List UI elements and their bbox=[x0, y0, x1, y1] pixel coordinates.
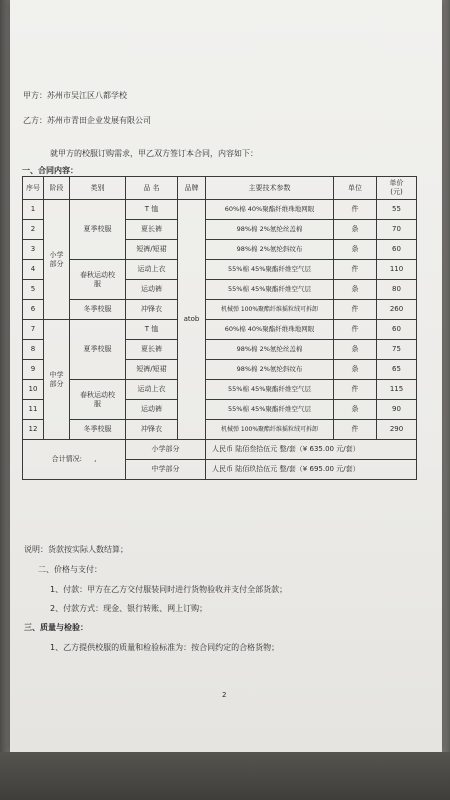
unit-cell: 件 bbox=[334, 260, 377, 280]
spec-cell: 55%棉 45%聚酯纤维空气层 bbox=[206, 280, 334, 300]
category-cell: 春秋运动校 服 bbox=[70, 380, 126, 420]
summary-amount: 人民币 陆佰叁拾伍元 整/套（¥ 635.00 元/套） bbox=[206, 440, 417, 460]
row-number: 3 bbox=[23, 240, 44, 260]
desk-surface bbox=[0, 752, 450, 800]
price-cell: 55 bbox=[377, 200, 417, 220]
section3-title: 三、质量与检验： bbox=[24, 623, 88, 632]
price-cell: 90 bbox=[377, 400, 417, 420]
price-cell: 75 bbox=[377, 340, 417, 360]
unit-cell: 件 bbox=[334, 320, 377, 340]
item-name: 短裤/短裙 bbox=[126, 240, 178, 260]
spec-cell: 60%棉 40%聚酯纤维珠地网眼 bbox=[206, 200, 334, 220]
item-name: T 恤 bbox=[126, 200, 178, 220]
category-cell: 夏季校服 bbox=[70, 320, 126, 380]
spec-cell: 机械弹 100%聚酯纤维摇粒绒可拆卸 bbox=[206, 300, 334, 320]
price-cell: 65 bbox=[377, 360, 417, 380]
price-cell: 80 bbox=[377, 280, 417, 300]
summary-mark: , bbox=[94, 455, 97, 463]
table-header-row bbox=[23, 177, 417, 200]
category-cell: 冬季校服 bbox=[70, 420, 126, 440]
item-name: 运动上衣 bbox=[126, 260, 178, 280]
header-cell: 主要技术参数 bbox=[206, 177, 334, 200]
section1-title: 一、合同内容： bbox=[22, 166, 78, 175]
price-cell: 70 bbox=[377, 220, 417, 240]
row-number: 2 bbox=[23, 220, 44, 240]
row-number: 10 bbox=[23, 380, 44, 400]
spec-cell: 98%棉 2%氨纶斜纹布 bbox=[206, 240, 334, 260]
row-number: 5 bbox=[23, 280, 44, 300]
table-row bbox=[23, 320, 417, 340]
unit-cell: 条 bbox=[334, 280, 377, 300]
row-number: 4 bbox=[23, 260, 44, 280]
spec-cell: 55%棉 45%聚酯纤维空气层 bbox=[206, 260, 334, 280]
spec-cell: 60%棉 40%聚酯纤维珠地网眼 bbox=[206, 320, 334, 340]
item-name: T 恤 bbox=[126, 320, 178, 340]
header-cell: 品 名 bbox=[126, 177, 178, 200]
party-b-line: 乙方：苏州市青田企业发展有限公司 bbox=[23, 116, 151, 125]
table-row bbox=[23, 420, 417, 440]
summary-amount: 人民币 陆佰玖拾伍元 整/套（¥ 695.00 元/套） bbox=[206, 460, 417, 480]
quality-clause-1: 1、乙方提供校服的质量和检验标准为：按合同约定的合格货物； bbox=[50, 643, 280, 652]
price-cell: 260 bbox=[377, 300, 417, 320]
row-number: 7 bbox=[23, 320, 44, 340]
category-cell: 冬季校服 bbox=[70, 300, 126, 320]
header-cell: 单价 (元) bbox=[377, 177, 417, 200]
item-name: 冲锋衣 bbox=[126, 300, 178, 320]
settlement-note: 说明：货款按实际人数结算； bbox=[24, 545, 128, 554]
party-a-line: 甲方：苏州市吴江区八都学校 bbox=[23, 91, 127, 100]
unit-cell: 件 bbox=[334, 420, 377, 440]
table-row bbox=[23, 300, 417, 320]
item-name: 运动裤 bbox=[126, 400, 178, 420]
spec-cell: 98%棉 2%氨纶丝盖棉 bbox=[206, 220, 334, 240]
price-cell: 290 bbox=[377, 420, 417, 440]
summary-part: 小学部分 bbox=[126, 440, 206, 460]
stage-cell: 中学 部分 bbox=[44, 320, 70, 440]
table-row bbox=[23, 260, 417, 280]
unit-cell: 件 bbox=[334, 380, 377, 400]
category-cell: 春秋运动校 服 bbox=[70, 260, 126, 300]
section2-title: 二、价格与支付： bbox=[38, 565, 102, 574]
spec-cell: 55%棉 45%聚酯纤维空气层 bbox=[206, 380, 334, 400]
summary-row bbox=[23, 440, 417, 460]
row-number: 8 bbox=[23, 340, 44, 360]
summary-part: 中学部分 bbox=[126, 460, 206, 480]
summary-label-cell bbox=[23, 440, 126, 480]
brand-cell: atob bbox=[178, 200, 206, 440]
row-number: 12 bbox=[23, 420, 44, 440]
spec-cell: 98%棉 2%氨纶斜纹布 bbox=[206, 360, 334, 380]
table-row bbox=[23, 200, 417, 220]
row-number: 1 bbox=[23, 200, 44, 220]
price-cell: 110 bbox=[377, 260, 417, 280]
uniform-price-table bbox=[22, 176, 417, 480]
item-name: 运动上衣 bbox=[126, 380, 178, 400]
header-cell: 序号 bbox=[23, 177, 44, 200]
header-cell: 单位 bbox=[334, 177, 377, 200]
item-name: 夏长裤 bbox=[126, 220, 178, 240]
header-cell: 阶段 bbox=[44, 177, 70, 200]
unit-cell: 条 bbox=[334, 220, 377, 240]
unit-cell: 条 bbox=[334, 400, 377, 420]
header-cell: 品牌 bbox=[178, 177, 206, 200]
payment-clause-1: 1、付款：甲方在乙方交付服装同时进行货物验收并支付全部货款； bbox=[50, 585, 288, 594]
price-cell: 60 bbox=[377, 320, 417, 340]
item-name: 冲锋衣 bbox=[126, 420, 178, 440]
item-name: 短裤/短裙 bbox=[126, 360, 178, 380]
table-row bbox=[23, 380, 417, 400]
intro-text: 就甲方的校服订购需求，甲乙双方签订本合同，内容如下： bbox=[50, 149, 258, 158]
row-number: 11 bbox=[23, 400, 44, 420]
spec-cell: 98%棉 2%氨纶丝盖棉 bbox=[206, 340, 334, 360]
header-cell: 类别 bbox=[70, 177, 126, 200]
item-name: 运动裤 bbox=[126, 280, 178, 300]
unit-cell: 条 bbox=[334, 240, 377, 260]
unit-cell: 条 bbox=[334, 360, 377, 380]
unit-cell: 件 bbox=[334, 200, 377, 220]
row-number: 6 bbox=[23, 300, 44, 320]
price-cell: 115 bbox=[377, 380, 417, 400]
price-cell: 60 bbox=[377, 240, 417, 260]
unit-cell: 件 bbox=[334, 300, 377, 320]
spec-cell: 55%棉 45%聚酯纤维空气层 bbox=[206, 400, 334, 420]
spec-cell: 机械弹 100%聚酯纤维摇粒绒可拆卸 bbox=[206, 420, 334, 440]
item-name: 夏长裤 bbox=[126, 340, 178, 360]
row-number: 9 bbox=[23, 360, 44, 380]
stage-cell: 小学 部分 bbox=[44, 200, 70, 320]
summary-label: 合计情况: bbox=[51, 455, 82, 463]
category-cell: 夏季校服 bbox=[70, 200, 126, 260]
payment-clause-2: 2、付款方式：现金、银行转账、网上订购； bbox=[50, 604, 208, 613]
unit-cell: 条 bbox=[334, 340, 377, 360]
page-number: 2 bbox=[222, 691, 227, 699]
